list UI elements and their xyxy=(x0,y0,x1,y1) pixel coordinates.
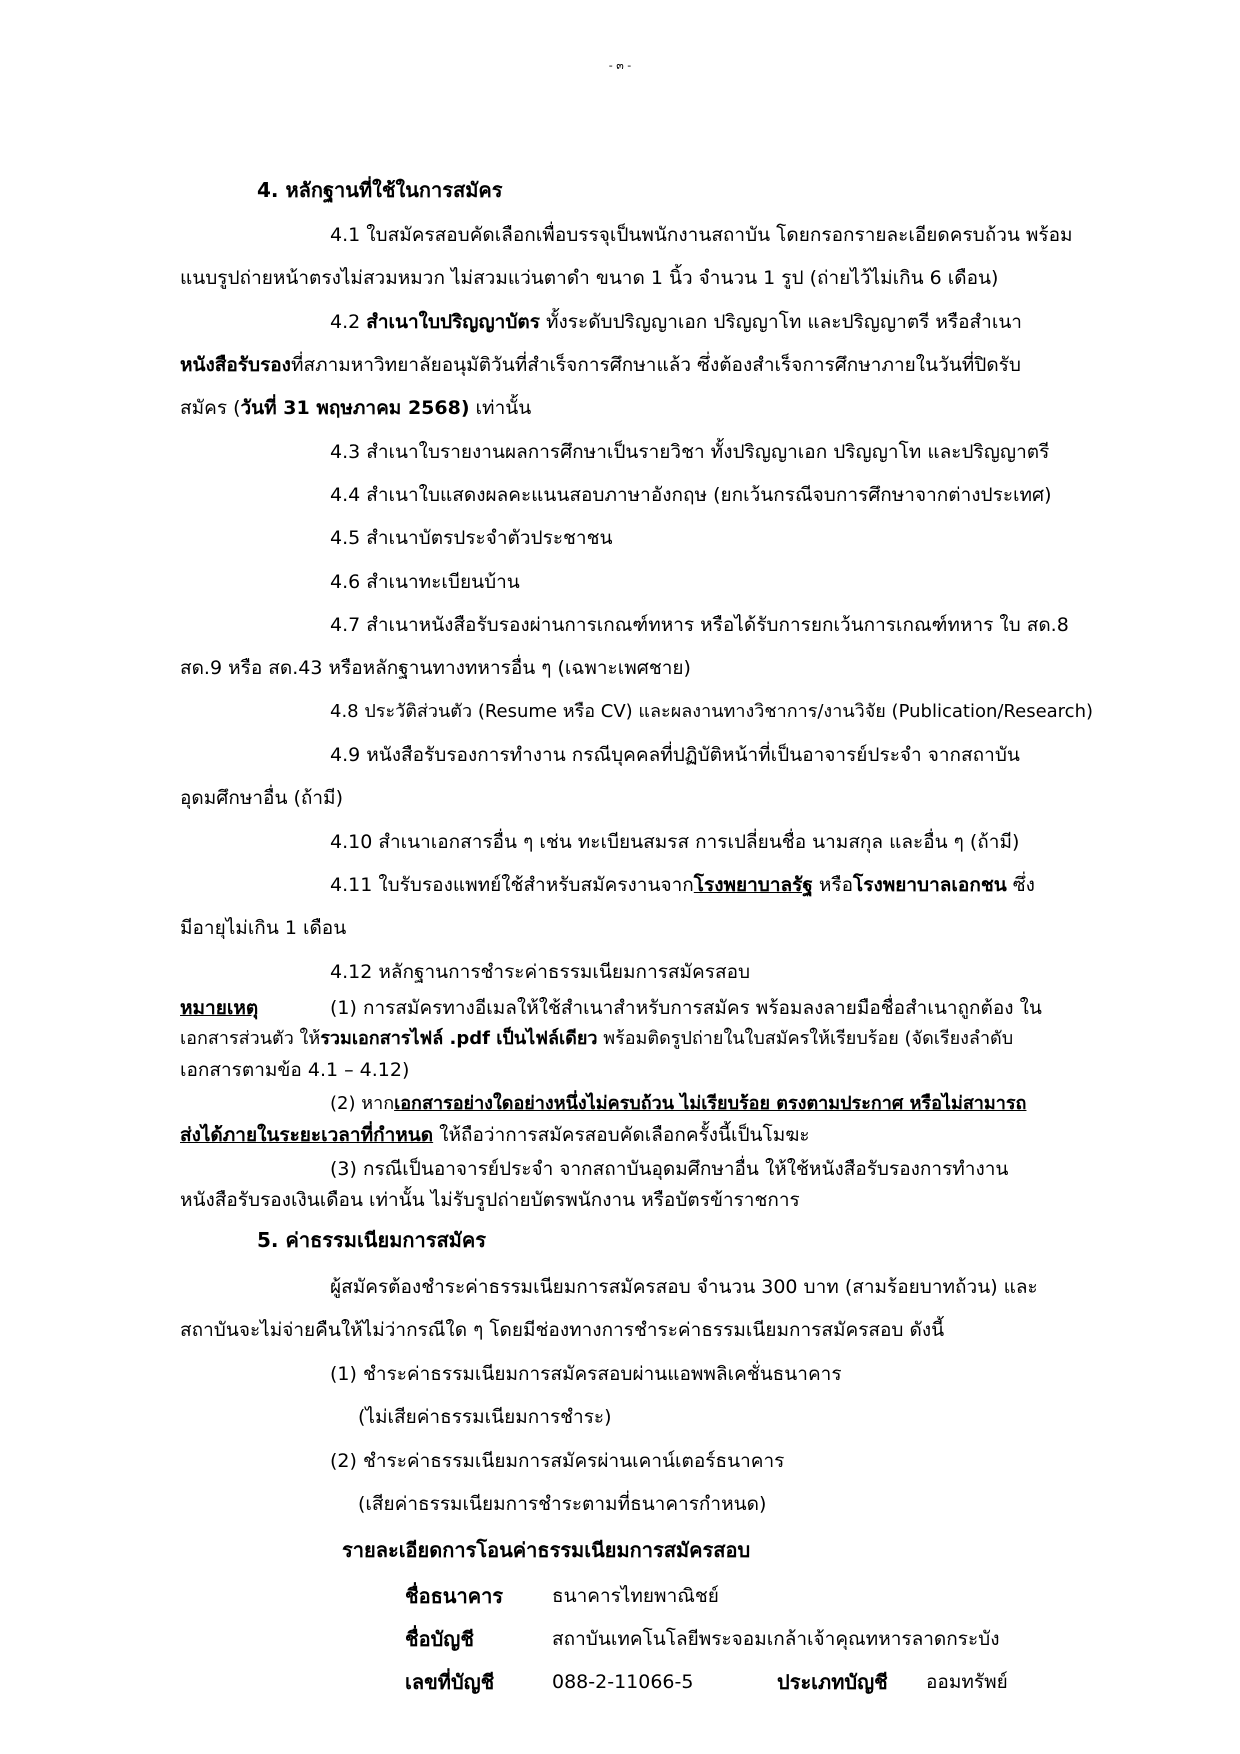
item-4-2-line2: หนังสือรับรองที่สภามหาวิทยาลัยอนุมัติวันที่สำเร็จการศึกษาแล้ว ซึ่งต้องสำเร็จการศึกษาภายในวันที่ปิดรับ xyxy=(180,354,1021,376)
item-4-11-bold-private-hospital: โรงพยาบาลเอกชน xyxy=(853,874,1007,896)
item-4-11-line1: 4.11 ใบรับรองแพทย์ใช้สำหรับสมัครงานจากโรงพยาบาลรัฐ หรือโรงพยาบาลเอกชน ซึ่ง xyxy=(330,874,1035,896)
item-4-3: 4.3 สำเนาใบรายงานผลการศึกษาเป็นรายวิชา ทั้งปริญญาเอก ปริญญาโท และปริญญาตรี xyxy=(330,441,1050,463)
note-2-line1: (2) หากเอกสารอย่างใดอย่างหนึ่งไม่ครบถ้วน ไม่เรียบร้อย ตรงตามประกาศ หรือไม่สามารถ xyxy=(330,1093,1027,1114)
item-4-11-bold-public-hospital: โรงพยาบาลรัฐ xyxy=(693,874,813,896)
item-4-2-line1: 4.2 สำเนาใบปริญญาบัตร ทั้งระดับปริญญาเอก ปริญญาโท และปริญญาตรี หรือสำเนา xyxy=(330,311,1022,333)
item-4-1-line1: 4.1 ใบสมัครสอบคัดเลือกเพื่อบรรจุเป็นพนักงานสถาบัน โดยกรอกรายละเอียดครบถ้วน พร้อม xyxy=(330,224,1073,246)
note-1-line1: (1) การสมัครทางอีเมลให้ใช้สำเนาสำหรับการสมัคร พร้อมลงลายมือชื่อสำเนาถูกต้อง ใน xyxy=(330,997,1042,1019)
item-4-11-line2: มีอายุไม่เกิน 1 เดือน xyxy=(180,917,347,939)
payment-option-1-note: (ไม่เสียค่าธรรมเนียมการชำระ) xyxy=(358,1406,612,1428)
payment-option-1: (1) ชำระค่าธรรมเนียมการสมัครสอบผ่านแอพพลิเคชั่นธนาคาร xyxy=(330,1363,842,1385)
section-5-para-line1: ผู้สมัครต้องชำระค่าธรรมเนียมการสมัครสอบ จำนวน 300 บาท (สามร้อยบาทถ้วน) และ xyxy=(330,1276,1038,1298)
item-4-2-bold-date: วันที่ 31 พฤษภาคม 2568) xyxy=(240,397,470,419)
account-type-label: ประเภทบัญชี xyxy=(777,1670,888,1694)
account-number-label: เลขที่บัญชี xyxy=(405,1670,495,1694)
item-4-9-line1: 4.9 หนังสือรับรองการทำงาน กรณีบุคคลที่ปฏิบัติหน้าที่เป็นอาจารย์ประจำ จากสถาบัน xyxy=(330,744,1020,766)
item-4-8: 4.8 ประวัติส่วนตัว (Resume หรือ CV) และผลงานทางวิชาการ/งานวิจัย (Publication/Research) xyxy=(330,701,1094,722)
section-5-para-line2: สถาบันจะไม่จ่ายคืนให้ไม่ว่ากรณีใด ๆ โดยมีช่องทางการชำระค่าธรรมเนียมการสมัครสอบ ดังนี้ xyxy=(180,1319,945,1341)
page-number: - ๓ - xyxy=(608,59,632,72)
transfer-details-heading: รายละเอียดการโอนค่าธรรมเนียมการสมัครสอบ xyxy=(342,1538,751,1562)
item-4-9-line2: อุดมศึกษาอื่น (ถ้ามี) xyxy=(180,787,343,809)
item-4-10: 4.10 สำเนาเอกสารอื่น ๆ เช่น ทะเบียนสมรส การเปลี่ยนชื่อ นามสกุล และอื่น ๆ (ถ้ามี) xyxy=(330,831,1020,853)
account-type-value: ออมทรัพย์ xyxy=(926,1671,1008,1693)
note-2-line2: ส่งได้ภายในระยะเวลาที่กำหนด ให้ถือว่าการสมัครสอบคัดเลือกครั้งนี้เป็นโมฆะ xyxy=(180,1124,810,1146)
note-1-line3: เอกสารตามข้อ 4.1 – 4.12) xyxy=(180,1059,410,1081)
item-4-12: 4.12 หลักฐานการชำระค่าธรรมเนียมการสมัครสอบ xyxy=(330,961,751,983)
note-2-bold-deadline: ส่งได้ภายในระยะเวลาที่กำหนด xyxy=(180,1124,434,1146)
note-3-line2: หนังสือรับรองเงินเดือน เท่านั้น ไม่รับรูปถ่ายบัตรพนักงาน หรือบัตรข้าราชการ xyxy=(180,1189,800,1211)
note-3-line1: (3) กรณีเป็นอาจารย์ประจำ จากสถาบันอุดมศึกษาอื่น ให้ใช้หนังสือรับรองการทำงาน xyxy=(330,1158,1009,1180)
payment-option-2: (2) ชำระค่าธรรมเนียมการสมัครผ่านเคาน์เตอร์ธนาคาร xyxy=(330,1450,785,1472)
note-1-line2: เอกสารส่วนตัว ให้รวมเอกสารไฟล์ .pdf เป็นไฟล์เดียว พร้อมติดรูปถ่ายในใบสมัครให้เรียบร้อย (จัดเรียงลำดับ xyxy=(180,1028,1014,1049)
item-4-7-line2: สด.9 หรือ สด.43 หรือหลักฐานทางทหารอื่น ๆ (เฉพาะเพศชาย) xyxy=(180,657,691,679)
account-number-value: 088-2-11066-5 xyxy=(552,1671,694,1693)
bank-name-value: ธนาคารไทยพาณิชย์ xyxy=(552,1585,719,1607)
section-4-heading: 4. หลักฐานที่ใช้ในการสมัคร xyxy=(257,178,503,202)
item-4-4: 4.4 สำเนาใบแสดงผลคะแนนสอบภาษาอังกฤษ (ยกเว้นกรณีจบการศึกษาจากต่างประเทศ) xyxy=(330,484,1052,506)
note-label: หมายเหตุ xyxy=(180,997,259,1019)
item-4-6: 4.6 สำเนาทะเบียนบ้าน xyxy=(330,571,520,593)
payment-option-2-note: (เสียค่าธรรมเนียมการชำระตามที่ธนาคารกำหนด) xyxy=(358,1493,767,1515)
item-4-2-bold-degree: สำเนาใบปริญญาบัตร xyxy=(366,311,540,333)
item-4-2-line3: สมัคร (วันที่ 31 พฤษภาคม 2568) เท่านั้น xyxy=(180,397,532,419)
bank-name-label: ชื่อธนาคาร xyxy=(405,1584,504,1608)
note-1-bold-single-pdf: รวมเอกสารไฟล์ .pdf เป็นไฟล์เดียว xyxy=(320,1028,598,1049)
item-4-7-line1: 4.7 สำเนาหนังสือรับรองผ่านการเกณฑ์ทหาร หรือได้รับการยกเว้นการเกณฑ์ทหาร ใบ สด.8 xyxy=(330,614,1069,636)
account-name-value: สถาบันเทคโนโลยีพระจอมเกล้าเจ้าคุณทหารลาดกระบัง xyxy=(552,1628,1000,1650)
account-name-label: ชื่อบัญชี xyxy=(405,1627,474,1651)
section-5-heading: 5. ค่าธรรมเนียมการสมัคร xyxy=(257,1228,486,1252)
note-2-bold-incomplete-docs: เอกสารอย่างใดอย่างหนึ่งไม่ครบถ้วน ไม่เรียบร้อย ตรงตามประกาศ หรือไม่สามารถ xyxy=(394,1093,1027,1114)
item-4-2-bold-certificate: หนังสือรับรอง xyxy=(180,354,291,376)
item-4-1-line2: แนบรูปถ่ายหน้าตรงไม่สวมหมวก ไม่สวมแว่นตาดำ ขนาด 1 นิ้ว จำนวน 1 รูป (ถ่ายไว้ไม่เกิน 6 เดือน) xyxy=(180,267,999,289)
item-4-5: 4.5 สำเนาบัตรประจำตัวประชาชน xyxy=(330,527,613,549)
